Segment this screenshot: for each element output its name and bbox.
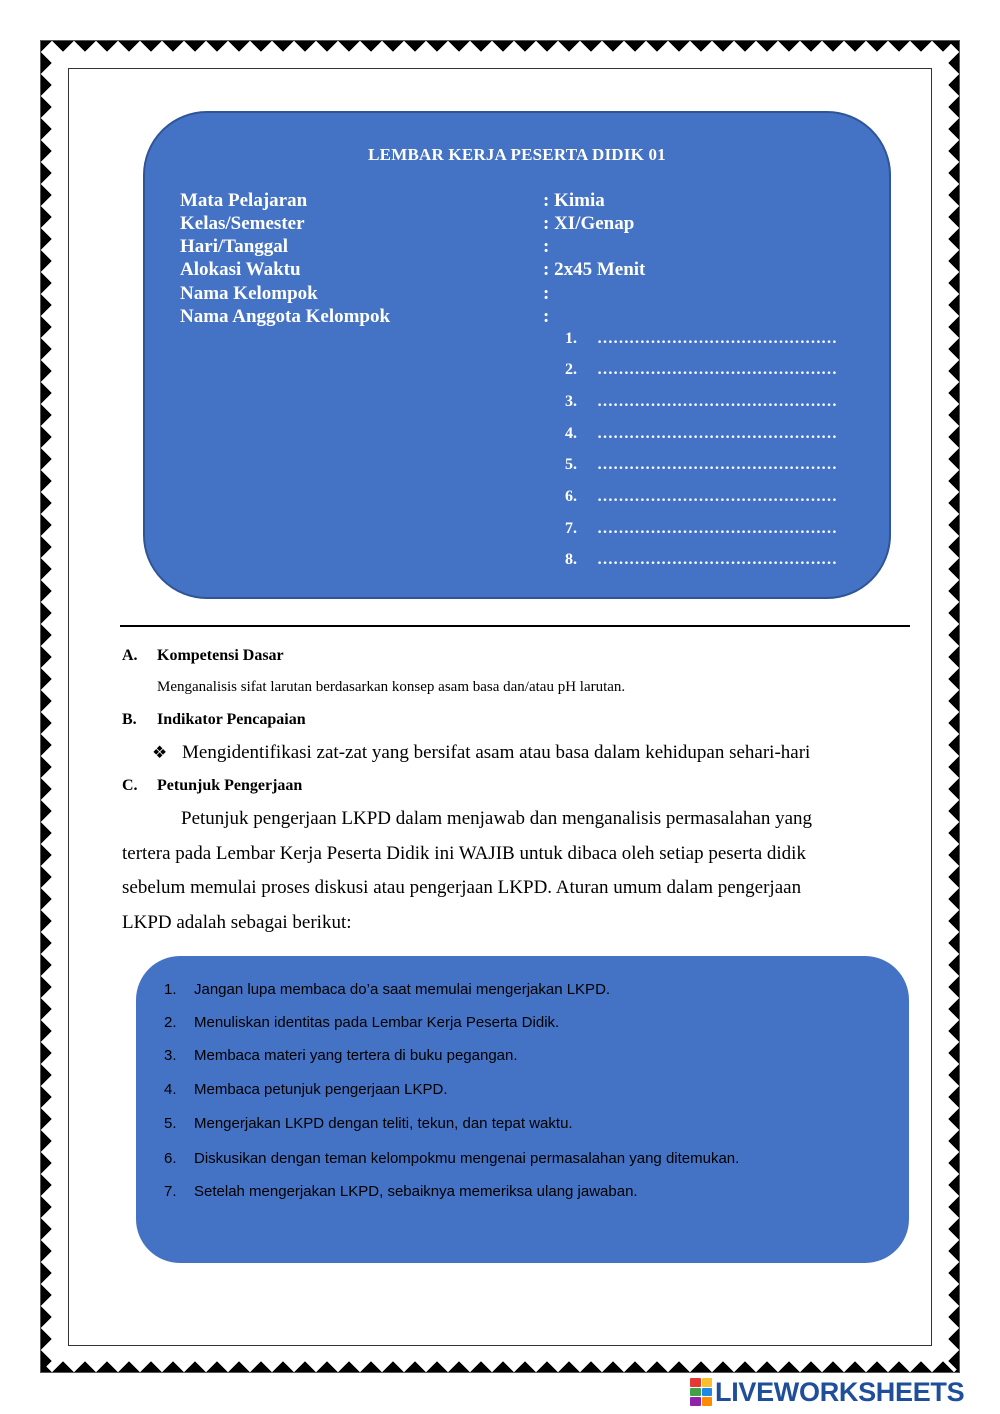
worksheet-title: LEMBAR KERJA PESERTA DIDIK 01 [368, 145, 666, 164]
rule-item [164, 1014, 559, 1031]
rule-number: 3. [164, 1047, 177, 1064]
rule-text: Jangan lupa membaca do’a saat memulai mengerjakan LKPD. [194, 981, 611, 998]
field-value[interactable]: : [543, 236, 550, 257]
diamond-bullet-icon: ❖ [152, 743, 168, 762]
member-number: 6. [565, 488, 577, 505]
field-value: : [543, 306, 550, 327]
rule-text: Menuliskan identitas pada Lembar Kerja Peserta Didik. [194, 1014, 560, 1031]
field-label: Hari/Tanggal [180, 236, 289, 257]
rule-number: 6. [164, 1150, 177, 1167]
member-number: 1. [565, 330, 577, 347]
logo-square [690, 1378, 701, 1387]
instruction-paragraph-line: Petunjuk pengerjaan LKPD dalam menjawab dan menganalisis permasalahan yang [181, 808, 813, 829]
member-number: 3. [565, 393, 577, 410]
rule-number: 7. [164, 1183, 177, 1200]
rules-box [136, 956, 909, 1263]
section-b-heading [122, 711, 306, 729]
logo-square [702, 1397, 713, 1406]
rule-number: 2. [164, 1014, 177, 1031]
field-label: Kelas/Semester [180, 213, 305, 234]
instruction-paragraph-line: tertera pada Lembar Kerja Peserta Didik ini WAJIB untuk dibaca oleh setiap peserta didik [122, 843, 806, 864]
logo-square [702, 1388, 713, 1397]
rule-item [164, 981, 610, 998]
member-blank: ……………………………………… [597, 551, 837, 568]
member-blank: ……………………………………… [597, 361, 837, 378]
section-title: Petunjuk Pengerjaan [157, 777, 303, 794]
field-label: Nama Anggota Kelompok [180, 306, 391, 327]
rule-number: 4. [164, 1081, 177, 1098]
member-line-1[interactable] [565, 330, 837, 348]
rule-number: 5. [164, 1115, 177, 1132]
rule-item [164, 1183, 638, 1200]
frame-zigzag-bottom [41, 1346, 959, 1372]
field-label: Mata Pelajaran [180, 190, 308, 211]
member-blank: ……………………………………… [597, 488, 837, 505]
member-line-5[interactable] [565, 456, 837, 474]
section-a-heading [122, 647, 284, 665]
rule-item [164, 1081, 448, 1098]
liveworksheets-logo[interactable] [690, 1376, 964, 1408]
member-number: 5. [565, 456, 577, 473]
member-blank: ……………………………………… [597, 456, 837, 473]
section-letter: B. [122, 711, 137, 728]
field-value: : 2x45 Menit [543, 259, 646, 280]
member-number: 4. [565, 425, 577, 442]
member-line-3[interactable] [565, 393, 837, 411]
logo-square [690, 1397, 701, 1406]
member-line-2[interactable] [565, 361, 837, 379]
member-line-4[interactable] [565, 425, 837, 443]
rule-number: 1. [164, 981, 177, 998]
rule-text: Membaca materi yang tertera di buku pegangan. [194, 1047, 518, 1064]
member-number: 8. [565, 551, 577, 568]
logo-square [702, 1378, 713, 1387]
rule-item [164, 1047, 518, 1064]
identity-box [143, 111, 891, 599]
section-title: Kompetensi Dasar [157, 647, 284, 664]
rule-text: Setelah mengerjakan LKPD, sebaiknya memeriksa ulang jawaban. [194, 1183, 638, 1200]
member-number: 7. [565, 520, 577, 537]
frame-zigzag-top [41, 41, 959, 69]
member-line-8[interactable] [565, 551, 837, 569]
section-c-heading [122, 777, 302, 795]
field-value: : Kimia [543, 190, 605, 211]
liveworksheets-logo-icon [690, 1378, 712, 1406]
member-blank: ……………………………………… [597, 393, 837, 410]
member-line-7[interactable] [565, 520, 837, 538]
field-label: Alokasi Waktu [180, 259, 301, 280]
field-label: Nama Kelompok [180, 283, 318, 304]
field-value[interactable]: : [543, 283, 550, 304]
logo-square [690, 1388, 701, 1397]
instruction-paragraph-line: LKPD adalah sebagai berikut: [122, 912, 352, 933]
rule-item [164, 1115, 573, 1132]
section-letter: C. [122, 777, 138, 794]
frame-zigzag-left [41, 41, 67, 1372]
rule-text: Membaca petunjuk pengerjaan LKPD. [194, 1081, 448, 1098]
member-line-6[interactable] [565, 488, 837, 506]
liveworksheets-wordmark: LIVEWORKSHEETS [715, 1376, 965, 1407]
field-value: : XI/Genap [543, 213, 635, 234]
rule-text: Diskusikan dengan teman kelompokmu mengenai permasalahan yang ditemukan. [194, 1150, 740, 1167]
member-blank: ……………………………………… [597, 425, 837, 442]
rule-item [164, 1150, 739, 1167]
section-divider [120, 625, 910, 627]
kompetensi-dasar-text: Menganalisis sifat larutan berdasarkan konsep asam basa dan/atau pH larutan. [157, 679, 626, 695]
indicator-text: Mengidentifikasi zat-zat yang bersifat asam atau basa dalam kehidupan sehari-hari [182, 742, 811, 763]
rule-text: Mengerjakan LKPD dengan teliti, tekun, dan tepat waktu. [194, 1115, 573, 1132]
section-letter: A. [122, 647, 138, 664]
frame-zigzag-right [933, 41, 959, 1372]
section-title: Indikator Pencapaian [157, 711, 306, 728]
member-blank: ……………………………………… [597, 520, 837, 537]
member-blank: ……………………………………… [597, 330, 837, 347]
instruction-paragraph-line: sebelum memulai proses diskusi atau pengerjaan LKPD. Aturan umum dalam pengerjaan [122, 877, 802, 898]
member-number: 2. [565, 361, 577, 378]
